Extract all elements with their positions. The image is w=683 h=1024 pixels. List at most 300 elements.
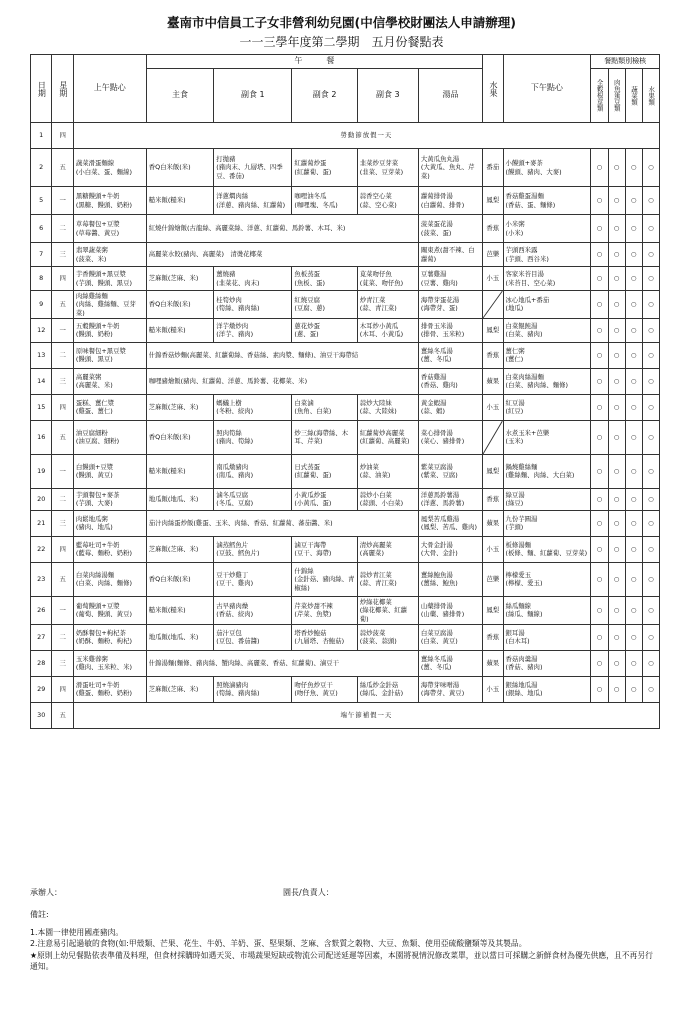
am-snack-cell: 黑糖饅頭+牛奶 (黑糖、饅頭、奶粉) bbox=[73, 187, 146, 215]
row-weekday: 一 bbox=[52, 596, 73, 624]
check-mark: ○ bbox=[625, 454, 642, 488]
pm-snack-cell: 小饅頭+麥茶 (饅頭、豬肉、大麥) bbox=[503, 149, 591, 187]
am-snack-cell: 白菜肉絲湯麵 (白菜、肉絲、麵條) bbox=[73, 562, 146, 596]
am-snack-cell: 白饅頭+豆漿 (饅頭、黃豆) bbox=[73, 454, 146, 488]
check-mark: ○ bbox=[591, 676, 608, 702]
soup-cell: 黃金蝦湯 (蒜、蝦) bbox=[418, 394, 482, 420]
check-mark: ○ bbox=[591, 187, 608, 215]
header-am-snack: 上午點心 bbox=[73, 55, 146, 123]
menu-row bbox=[31, 420, 660, 454]
check-mark: ○ bbox=[625, 368, 642, 394]
check-mark: ○ bbox=[625, 536, 642, 562]
fruit-cell: 香蕉 bbox=[483, 215, 503, 243]
header-check-protein: 肉魚蛋豆類 bbox=[608, 69, 625, 123]
side1-cell: 洋蔥燜肉絲 (洋蔥、豬肉絲、紅蘿蔔) bbox=[214, 187, 292, 215]
check-mark: ○ bbox=[625, 267, 642, 291]
header-check-fruit: 水果類 bbox=[642, 69, 659, 123]
soup-cell: 鳳梨苦瓜雞湯 (鳳梨、苦瓜、雞肉) bbox=[418, 510, 482, 536]
header-side2: 副食 2 bbox=[292, 69, 357, 123]
am-snack-cell: 原味餐包+黑豆漿 (饅頭、黑豆) bbox=[73, 342, 146, 368]
menu-row bbox=[31, 291, 660, 319]
fruit-cell: 蘋果 bbox=[483, 368, 503, 394]
staple-cell: 糙米飯(糙米) bbox=[146, 318, 214, 342]
check-mark: ○ bbox=[608, 596, 625, 624]
check-mark: ○ bbox=[642, 536, 659, 562]
soup-cell: 洋蔥馬鈴薯湯 (洋蔥、馬鈴薯) bbox=[418, 488, 482, 510]
side2-cell: 小黃瓜炒蛋 (小黃瓜、蛋) bbox=[292, 488, 357, 510]
pm-snack-cell: 檸檬愛玉 (檸檬、愛玉) bbox=[503, 562, 591, 596]
side3-cell: 蒜香空心菜 (蒜、空心菜) bbox=[357, 187, 418, 215]
check-mark: ○ bbox=[642, 562, 659, 596]
check-mark: ○ bbox=[591, 510, 608, 536]
check-mark: ○ bbox=[625, 676, 642, 702]
empty-fruit-slash bbox=[483, 421, 502, 454]
row-date: 26 bbox=[31, 596, 52, 624]
row-weekday: 四 bbox=[52, 267, 73, 291]
side2-cell: 塔香炒鮑菇 (九層塔、杏鮑菇) bbox=[292, 624, 357, 650]
fruit-cell: 小玉 bbox=[483, 394, 503, 420]
menu-row bbox=[31, 215, 660, 243]
staple-cell: 香Q白米飯(米) bbox=[146, 420, 214, 454]
row-weekday: 五 bbox=[52, 702, 73, 728]
check-mark: ○ bbox=[591, 267, 608, 291]
soup-cell: 香菇雞湯 (香菇、雞肉) bbox=[418, 368, 482, 394]
fruit-cell: 鳳梨 bbox=[483, 454, 503, 488]
side2-cell: 什錦絲 (金針菇、豬肉絲、青椒絲) bbox=[292, 562, 357, 596]
check-mark: ○ bbox=[625, 650, 642, 676]
check-mark: ○ bbox=[591, 243, 608, 267]
row-weekday: 一 bbox=[52, 187, 73, 215]
check-mark: ○ bbox=[591, 562, 608, 596]
row-date: 30 bbox=[31, 702, 52, 728]
header-pm-snack: 下午點心 bbox=[503, 55, 591, 123]
soup-cell: 大骨金針湯 (大骨、金針) bbox=[418, 536, 482, 562]
side3-cell: 莧菜吻仔魚 (莧菜、吻仔魚) bbox=[357, 267, 418, 291]
menu-row bbox=[31, 488, 660, 510]
check-mark: ○ bbox=[608, 368, 625, 394]
pm-snack-cell: 白菜餛飩湯 (白菜、豬肉) bbox=[503, 318, 591, 342]
header-check-veg: 蔬菜類 bbox=[625, 69, 642, 123]
soup-cell: 海帶芽味噌湯 (海帶芽、黃豆) bbox=[418, 676, 482, 702]
side3-cell: 蒜炒青江菜 (蒜、青江菜) bbox=[357, 562, 418, 596]
menu-row bbox=[31, 650, 660, 676]
fruit-cell bbox=[483, 291, 503, 319]
check-mark: ○ bbox=[591, 420, 608, 454]
lunch-combined-cell: 高麗菜水餃(豬肉、高麗菜) 清燙花椰菜 bbox=[146, 243, 418, 267]
staple-cell: 芝麻飯(芝麻、米) bbox=[146, 394, 214, 420]
staple-cell: 糙米飯(糙米) bbox=[146, 596, 214, 624]
check-mark: ○ bbox=[642, 454, 659, 488]
side2-cell: 紅燒豆腐 (豆腐、蔥) bbox=[292, 291, 357, 319]
fruit-cell: 小玉 bbox=[483, 676, 503, 702]
check-mark: ○ bbox=[625, 394, 642, 420]
check-mark: ○ bbox=[608, 562, 625, 596]
fruit-cell: 芭樂 bbox=[483, 243, 503, 267]
notes-list bbox=[30, 927, 660, 972]
check-mark: ○ bbox=[625, 291, 642, 319]
pm-snack-cell: 水煮玉米+芭樂 (玉米) bbox=[503, 420, 591, 454]
check-mark: ○ bbox=[608, 291, 625, 319]
row-weekday: 五 bbox=[52, 149, 73, 187]
check-mark: ○ bbox=[642, 149, 659, 187]
row-date: 21 bbox=[31, 510, 52, 536]
side2-cell: 炒三絲(海帶絲、木耳、芹菜) bbox=[292, 420, 357, 454]
fruit-cell: 鳳梨 bbox=[483, 318, 503, 342]
row-weekday: 四 bbox=[52, 123, 73, 149]
side2-cell: 吻仔魚炒豆干 (吻仔魚、黃豆) bbox=[292, 676, 357, 702]
am-snack-cell: 高麗菜粥 (高麗菜、米) bbox=[73, 368, 146, 394]
soup-cell: 薑絲鮑魚湯 (薑絲、鮑魚) bbox=[418, 562, 482, 596]
side3-cell: 韭菜炒豆芽菜 (韭菜、豆芽菜) bbox=[357, 149, 418, 187]
row-weekday: 五 bbox=[52, 420, 73, 454]
check-mark: ○ bbox=[591, 368, 608, 394]
check-mark: ○ bbox=[642, 267, 659, 291]
side1-cell: 滷冬瓜豆腐 (冬瓜、豆腐) bbox=[214, 488, 292, 510]
check-mark: ○ bbox=[591, 149, 608, 187]
row-weekday: 五 bbox=[52, 562, 73, 596]
side1-cell: 滷蒸鱈魚片 (豆鼓、鱈魚片) bbox=[214, 536, 292, 562]
side3-cell: 木耳炒小黃瓜 (木耳、小黃瓜) bbox=[357, 318, 418, 342]
menu-row bbox=[31, 596, 660, 624]
row-weekday: 三 bbox=[52, 368, 73, 394]
check-mark: ○ bbox=[642, 394, 659, 420]
row-weekday: 二 bbox=[52, 342, 73, 368]
check-mark: ○ bbox=[608, 342, 625, 368]
pm-snack-cell: 香菇肉羹湯 (香菇、豬肉) bbox=[503, 650, 591, 676]
row-date: 23 bbox=[31, 562, 52, 596]
row-weekday: 二 bbox=[52, 215, 73, 243]
check-mark: ○ bbox=[642, 596, 659, 624]
fruit-cell: 香蕉 bbox=[483, 624, 503, 650]
am-snack-cell: 油豆腐細粉 (油豆腐、細粉) bbox=[73, 420, 146, 454]
check-mark: ○ bbox=[591, 488, 608, 510]
side1-cell: 螞蟻上樹 (冬粉、絞肉) bbox=[214, 394, 292, 420]
check-mark: ○ bbox=[642, 650, 659, 676]
am-snack-cell: 五穀饅頭+牛奶 (饅頭、奶粉) bbox=[73, 318, 146, 342]
soup-cell: 關東煮(甜不辣、白蘿蔔) bbox=[418, 243, 482, 267]
fruit-cell: 香蕉 bbox=[483, 342, 503, 368]
menu-row bbox=[31, 676, 660, 702]
note-item: 1.本園一律使用國產豬肉。 bbox=[30, 928, 124, 937]
row-date: 7 bbox=[31, 243, 52, 267]
check-mark: ○ bbox=[608, 488, 625, 510]
side1-cell: 洋芋燉炒肉 (洋芋、豬肉) bbox=[214, 318, 292, 342]
notes-label: 備註: bbox=[30, 910, 49, 919]
side2-cell: 滷豆干海帶 (豆干、海帶) bbox=[292, 536, 357, 562]
am-snack-cell: 滑蛋吐司+牛奶 (雞蛋、麵粉、奶粉) bbox=[73, 676, 146, 702]
holiday-note: 端午節補假一天 bbox=[73, 702, 659, 728]
check-mark: ○ bbox=[608, 650, 625, 676]
row-weekday: 三 bbox=[52, 510, 73, 536]
handler-label: 承辦人： bbox=[30, 888, 62, 897]
check-mark: ○ bbox=[608, 536, 625, 562]
staple-cell: 糙米飯(糙米) bbox=[146, 187, 214, 215]
am-snack-cell: 葡萄饅頭+豆漿 (葡萄、饅頭、黃豆) bbox=[73, 596, 146, 624]
check-mark: ○ bbox=[625, 488, 642, 510]
check-mark: ○ bbox=[591, 291, 608, 319]
header-lunch: 午 餐 bbox=[146, 55, 482, 69]
side2-cell: 芹菜炒甜不辣 (芹菜、魚漿) bbox=[292, 596, 357, 624]
menu-row bbox=[31, 454, 660, 488]
fruit-cell: 香蕉 bbox=[483, 488, 503, 510]
side3-cell: 炒油菜 (蒜、油菜) bbox=[357, 454, 418, 488]
pm-snack-cell: 芋頭西米露 (芋頭、西谷米) bbox=[503, 243, 591, 267]
check-mark: ○ bbox=[591, 536, 608, 562]
row-date: 29 bbox=[31, 676, 52, 702]
check-mark: ○ bbox=[608, 420, 625, 454]
pm-snack-cell: 白菜肉絲湯麵 (白菜、豬肉絲、麵條) bbox=[503, 368, 591, 394]
row-date: 12 bbox=[31, 318, 52, 342]
check-mark: ○ bbox=[642, 510, 659, 536]
row-date: 9 bbox=[31, 291, 52, 319]
row-date: 13 bbox=[31, 342, 52, 368]
check-mark: ○ bbox=[642, 215, 659, 243]
pm-snack-cell: 綠豆湯 (綠豆) bbox=[503, 488, 591, 510]
staple-cell: 香Q白米飯(米) bbox=[146, 291, 214, 319]
check-mark: ○ bbox=[608, 624, 625, 650]
menu-rows bbox=[31, 123, 660, 729]
fruit-cell: 芭樂 bbox=[483, 562, 503, 596]
side1-cell: 薑燒豬 (韭菜花、肉末) bbox=[214, 267, 292, 291]
am-snack-cell: 蛋糕、薑仁漿 (雞蛋、薑仁) bbox=[73, 394, 146, 420]
row-date: 16 bbox=[31, 420, 52, 454]
am-snack-cell: 草莓餐包+豆漿 (草莓醬、黃豆) bbox=[73, 215, 146, 243]
check-mark: ○ bbox=[625, 510, 642, 536]
staple-cell: 芝麻飯(芝麻、米) bbox=[146, 267, 214, 291]
check-mark: ○ bbox=[625, 243, 642, 267]
soup-cell: 排骨玉米湯 (排骨、玉米粒) bbox=[418, 318, 482, 342]
check-mark: ○ bbox=[642, 342, 659, 368]
check-mark: ○ bbox=[642, 624, 659, 650]
row-date: 20 bbox=[31, 488, 52, 510]
check-mark: ○ bbox=[608, 394, 625, 420]
soup-cell: 薑絲冬瓜湯 (薑、冬瓜) bbox=[418, 650, 482, 676]
am-snack-cell: 玉米雞蓉粥 (雞肉、玉米粒、米) bbox=[73, 650, 146, 676]
row-date: 19 bbox=[31, 454, 52, 488]
check-mark: ○ bbox=[625, 149, 642, 187]
side2-cell: 白菜滷 (魚角、白菜) bbox=[292, 394, 357, 420]
soup-cell: 山藥排骨湯 (山藥、豬排骨) bbox=[418, 596, 482, 624]
lunch-combined-cell: 茄汁肉絲蛋炒飯(雞蛋、玉米、肉絲、香菇、紅蘿蔔、蕃茄醬、米) bbox=[146, 510, 418, 536]
row-weekday: 一 bbox=[52, 318, 73, 342]
menu-row bbox=[31, 123, 660, 149]
soup-cell: 大黃瓜魚丸湯 (大黃瓜、魚丸、芹菜) bbox=[418, 149, 482, 187]
side2-cell: 紅蘿蔔炒蛋 (紅蘿蔔、蛋) bbox=[292, 149, 357, 187]
side2-cell: 蔥花炒蛋 (蔥、蛋) bbox=[292, 318, 357, 342]
side3-cell: 炒綠花椰菜 (綠花椰菜、紅蘿蔔) bbox=[357, 596, 418, 624]
pm-snack-cell: 小米粥 (小米) bbox=[503, 215, 591, 243]
soup-cell: 豆薯雞湯 (豆薯、雞肉) bbox=[418, 267, 482, 291]
pm-snack-cell: 絲瓜麵線 (絲瓜、麵線) bbox=[503, 596, 591, 624]
menu-row bbox=[31, 702, 660, 728]
am-snack-cell: 翡翠蔬菜粥 (菠菜、米) bbox=[73, 243, 146, 267]
check-mark: ○ bbox=[642, 187, 659, 215]
row-date: 8 bbox=[31, 267, 52, 291]
side1-cell: 南瓜燉豬肉 (南瓜、豬肉) bbox=[214, 454, 292, 488]
check-mark: ○ bbox=[608, 149, 625, 187]
menu-row bbox=[31, 243, 660, 267]
soup-cell: 海帶芽蛋花湯 (海帶芽、蛋) bbox=[418, 291, 482, 319]
fruit-cell: 蘋果 bbox=[483, 650, 503, 676]
side3-cell: 炒青江菜 (蒜、青江菜) bbox=[357, 291, 418, 319]
check-mark: ○ bbox=[642, 243, 659, 267]
staple-cell: 糙米飯(糙米) bbox=[146, 454, 214, 488]
fruit-cell: 小玉 bbox=[483, 536, 503, 562]
row-weekday: 四 bbox=[52, 676, 73, 702]
fruit-cell: 鳳梨 bbox=[483, 187, 503, 215]
row-date: 14 bbox=[31, 368, 52, 394]
menu-row bbox=[31, 624, 660, 650]
side3-cell: 紅蘿蔔炒高麗菜 (紅蘿蔔、高麗菜) bbox=[357, 420, 418, 454]
am-snack-cell: 奶酥餐包+枸杞茶 (奶酥、麵粉、枸杞) bbox=[73, 624, 146, 650]
page-subtitle: 一一三學年度第二學期 五月份餐點表 bbox=[239, 35, 444, 49]
row-date: 1 bbox=[31, 123, 52, 149]
fruit-cell: 小玉 bbox=[483, 267, 503, 291]
check-mark: ○ bbox=[608, 267, 625, 291]
menu-row bbox=[31, 267, 660, 291]
check-mark: ○ bbox=[625, 318, 642, 342]
am-snack-cell: 肉鬆地瓜粥 (豬肉、地瓜) bbox=[73, 510, 146, 536]
menu-row bbox=[31, 394, 660, 420]
am-snack-cell: 藍莓吐司+牛奶 (藍莓、麵粉、奶粉) bbox=[73, 536, 146, 562]
check-mark: ○ bbox=[591, 215, 608, 243]
pm-snack-cell: 薑仁粥 (薑仁) bbox=[503, 342, 591, 368]
check-mark: ○ bbox=[642, 368, 659, 394]
header-check-group: 餐點類別檢核 bbox=[591, 55, 660, 69]
row-date: 2 bbox=[31, 149, 52, 187]
row-weekday: 五 bbox=[52, 291, 73, 319]
menu-row bbox=[31, 510, 660, 536]
side2-cell: 魚板蒸蛋 (魚板、蛋) bbox=[292, 267, 357, 291]
check-mark: ○ bbox=[625, 342, 642, 368]
check-mark: ○ bbox=[591, 454, 608, 488]
director-label: 園長/負責人： bbox=[283, 888, 334, 897]
am-snack-cell: 蔬菜滑蛋麵線 (小白菜、蛋、麵線) bbox=[73, 149, 146, 187]
fruit-cell: 鳳梨 bbox=[483, 596, 503, 624]
check-mark: ○ bbox=[642, 318, 659, 342]
header-staple: 主食 bbox=[146, 69, 214, 123]
fruit-cell: 番茄 bbox=[483, 149, 503, 187]
check-mark: ○ bbox=[608, 243, 625, 267]
header-date: 日期 bbox=[31, 55, 52, 123]
check-mark: ○ bbox=[591, 342, 608, 368]
soup-cell: 菜心排骨湯 (菜心、豬排骨) bbox=[418, 420, 482, 454]
row-weekday: 三 bbox=[52, 243, 73, 267]
staple-cell: 地瓜飯(地瓜、米) bbox=[146, 488, 214, 510]
side2-cell: 日式蒸蛋 (紅蘿蔔、蛋) bbox=[292, 454, 357, 488]
empty-fruit-slash bbox=[483, 291, 502, 318]
pm-snack-cell: 鍋燒雞絲麵 (雞絲麵、肉絲、大白菜) bbox=[503, 454, 591, 488]
side1-cell: 茄汁豆包 (豆包、番茄醬) bbox=[214, 624, 292, 650]
side1-cell: 照肉筍絲 (豬肉、筍絲) bbox=[214, 420, 292, 454]
row-date: 6 bbox=[31, 215, 52, 243]
note-item: 2.注意易引起過敏的食物(如:甲殼類、芒果、花生、牛奶、羊奶、蛋、堅果類、芝麻、含麩質之穀物、大豆、魚類、使用亞硫酸鹽類等及其製品。 bbox=[30, 939, 527, 949]
lunch-combined-cell: 什錦香菇炒麵(高麗菜、紅蘿蔔絲、香菇絲、素肉漿、麵條)、油豆干海帶結 bbox=[146, 342, 418, 368]
staple-cell: 芝麻飯(芝麻、米) bbox=[146, 536, 214, 562]
soup-cell: 菠菜蛋花湯 (菠菜、蛋) bbox=[418, 215, 482, 243]
fruit-cell bbox=[483, 420, 503, 454]
check-mark: ○ bbox=[642, 420, 659, 454]
row-weekday: 二 bbox=[52, 488, 73, 510]
side3-cell: 清炒高麗菜 (高麗菜) bbox=[357, 536, 418, 562]
pm-snack-cell: 銀耳湯 (白木耳) bbox=[503, 624, 591, 650]
side3-cell: 蒜炒小白菜 (蒜頭、小白菜) bbox=[357, 488, 418, 510]
pm-snack-cell: 九份芋圓湯 (芋頭) bbox=[503, 510, 591, 536]
menu-row bbox=[31, 149, 660, 187]
page-title: 臺南市中信員工子女非營利幼兒園(中信學校財團法人申請辦理) bbox=[167, 15, 516, 30]
check-mark: ○ bbox=[625, 596, 642, 624]
side2-cell: 咖哩油冬瓜 (咖哩塊、冬瓜) bbox=[292, 187, 357, 215]
header-fruit: 水果 bbox=[483, 55, 503, 123]
staple-cell: 香Q白米飯(米) bbox=[146, 562, 214, 596]
lunch-combined-cell: 什錦湯麵(麵條、豬肉絲、蟹肉絲、高麗菜、香菇、紅蘿蔔)、滷豆干 bbox=[146, 650, 418, 676]
check-mark: ○ bbox=[625, 624, 642, 650]
check-mark: ○ bbox=[642, 488, 659, 510]
row-date: 22 bbox=[31, 536, 52, 562]
check-mark: ○ bbox=[608, 318, 625, 342]
menu-row bbox=[31, 187, 660, 215]
staple-cell: 香Q白米飯(米) bbox=[146, 149, 214, 187]
pm-snack-cell: 紅豆湯 (紅豆) bbox=[503, 394, 591, 420]
menu-table bbox=[30, 54, 660, 729]
row-date: 5 bbox=[31, 187, 52, 215]
note-item: ★原則上幼兒餐點依表準備及料理，但食材採購時如遇天災、市場蔬果短缺或物流公司配送延遲等因素，本園將視情況修改菜單，並以當日可採購之新鮮食材為優先供應，且不再另行通知。 bbox=[30, 950, 653, 971]
lunch-combined-cell: 咖哩豬燴飯(豬肉、紅蘿蔔、洋蔥、馬鈴薯、花椰菜、米) bbox=[146, 368, 418, 394]
menu-row bbox=[31, 368, 660, 394]
check-mark: ○ bbox=[608, 676, 625, 702]
lunch-combined-cell: 紅燒什錦燴飯(古龍絲、高麗菜絲、洋蔥、紅蘿蔔、馬鈴薯、木耳、米) bbox=[146, 215, 418, 243]
am-snack-cell: 芋香饅頭+黑豆漿 (芋頭、饅頭、黑豆) bbox=[73, 267, 146, 291]
fruit-cell: 蘋果 bbox=[483, 510, 503, 536]
side1-cell: 桂筍炒肉 (筍絲、豬肉絲) bbox=[214, 291, 292, 319]
header-weekday: 星期 bbox=[52, 55, 73, 123]
am-snack-cell: 芋頭餐包+麥茶 (芋頭、大麥) bbox=[73, 488, 146, 510]
row-date: 27 bbox=[31, 624, 52, 650]
row-weekday: 四 bbox=[52, 536, 73, 562]
check-mark: ○ bbox=[591, 394, 608, 420]
side3-cell: 絲瓜炒金針菇 (絲瓜、金針菇) bbox=[357, 676, 418, 702]
side1-cell: 古早豬肉燥 (香菇、絞肉) bbox=[214, 596, 292, 624]
soup-cell: 薑絲冬瓜湯 (薑、冬瓜) bbox=[418, 342, 482, 368]
side1-cell: 打拋豬 (豬肉末、九層塔、四季豆、番茄) bbox=[214, 149, 292, 187]
staple-cell: 芝麻飯(芝麻、米) bbox=[146, 676, 214, 702]
menu-row bbox=[31, 536, 660, 562]
check-mark: ○ bbox=[608, 187, 625, 215]
pm-snack-cell: 香菇雞蛋湯麵 (香菇、蛋、麵條) bbox=[503, 187, 591, 215]
side1-cell: 豆干炒雞丁 (豆干、雞肉) bbox=[214, 562, 292, 596]
diagonal-line bbox=[483, 421, 502, 454]
check-mark: ○ bbox=[642, 676, 659, 702]
row-weekday: 二 bbox=[52, 624, 73, 650]
soup-cell: 白菜豆腐湯 (白菜、黃豆) bbox=[418, 624, 482, 650]
check-mark: ○ bbox=[625, 187, 642, 215]
check-mark: ○ bbox=[591, 318, 608, 342]
soup-cell: 蘿蔔排骨湯 (白蘿蔔、排骨) bbox=[418, 187, 482, 215]
row-weekday: 一 bbox=[52, 454, 73, 488]
row-date: 15 bbox=[31, 394, 52, 420]
pm-snack-cell: 銀絲地瓜湯 (銀絲、地瓜) bbox=[503, 676, 591, 702]
row-weekday: 三 bbox=[52, 650, 73, 676]
header-soup: 湯品 bbox=[418, 69, 482, 123]
check-mark: ○ bbox=[608, 510, 625, 536]
row-weekday: 四 bbox=[52, 394, 73, 420]
row-date: 28 bbox=[31, 650, 52, 676]
staple-cell: 地瓜飯(地瓜、米) bbox=[146, 624, 214, 650]
check-mark: ○ bbox=[608, 215, 625, 243]
check-mark: ○ bbox=[591, 624, 608, 650]
menu-row bbox=[31, 342, 660, 368]
menu-row bbox=[31, 562, 660, 596]
